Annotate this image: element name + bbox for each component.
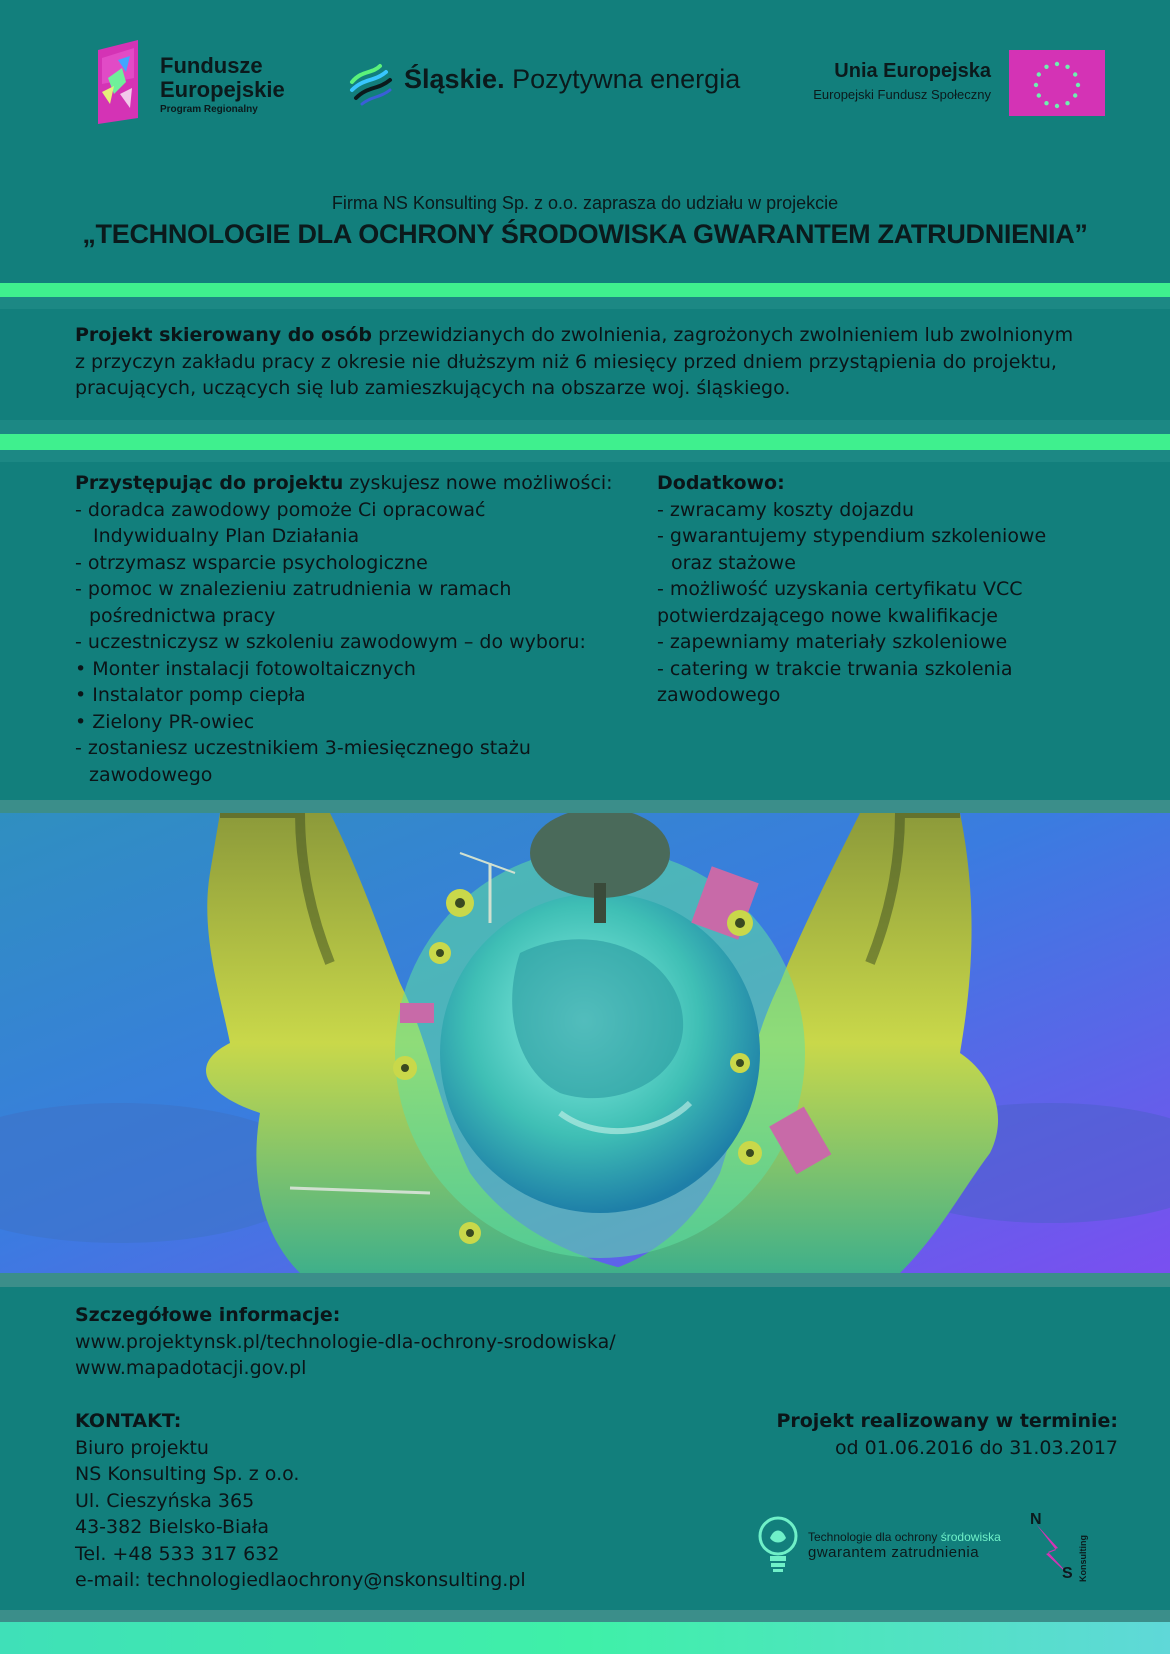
contact-email[interactable]: e-mail: technologiedlaochrony@nskonsulting.pl [75,1569,526,1591]
list-item: oraz stażowe [671,551,796,574]
contact-line: NS Konsulting Sp. z o.o. [75,1463,300,1485]
list-item: - zapewniamy materiały szkoleniowe [657,631,1008,653]
hands-holding-globe-image [0,813,1170,1273]
slaskie-bold: Śląskie. [404,64,505,94]
benefits-lead-rest: zyskujesz nowe możliwości: [343,472,613,494]
list-item: zawodowego [89,763,213,786]
divider-stripe [0,434,1170,450]
list-item: - uczestniczysz w szkoleniu zawodowym – do wyboru: [75,631,586,653]
benefits-lead: Przystępując do projektu [75,472,344,494]
fundusze-europejskie-logo-icon [96,38,140,124]
divider-stripe-shadow [0,420,1170,434]
ns-n-letter: N [1030,1511,1042,1528]
list-item: • Zielony PR-owiec [75,710,255,733]
list-item: - zwracamy koszty dojazdu [657,498,914,521]
slaskie-waves-icon [348,60,394,106]
list-item: • Monter instalacji fotowoltaicznych [75,657,416,680]
eu-flag-icon [1009,50,1105,116]
contact-section [75,1408,675,1594]
divider-stripe [0,283,1170,297]
extras-list [657,470,1097,709]
list-item: pośrednictwa pracy [89,604,276,627]
list-item: - otrzymasz wsparcie psychologiczne [75,551,428,574]
divider-stripe-shadow [0,297,1170,309]
list-item: - catering w trakcie trwania szkolenia [657,657,1013,680]
divider-stripe-shadow [0,1273,1170,1287]
slaskie-logo [348,58,741,108]
tech-logo-line1a: Technologie dla ochrony [808,1530,941,1544]
list-item: - gwarantujemy stypendium szkoleniowe [657,525,1047,547]
divider-stripe-shadow [0,800,1170,813]
fundusze-europejskie-logo [96,38,296,124]
contact-phone[interactable]: Tel. +48 533 317 632 [75,1542,280,1565]
intro-text1: przewidzianych do zwolnienia, zagrożonych zwolnieniem lub zwolnionym [372,324,1074,346]
hands-globe-illustration [0,813,1170,1273]
details-section [75,1302,775,1382]
list-item: potwierdzającego nowe kwalifikacje [657,604,998,627]
project-term [776,1408,1118,1461]
list-item: - pomoc w znalezieniu zatrudnienia w ramach [75,578,512,600]
list-item: Indywidualny Plan Działania [93,525,360,547]
invitation-line: Firma NS Konsulting Sp. z o.o. zaprasza do udziału w projekcie [331,193,839,213]
details-title: Szczegółowe informacje: [75,1304,341,1326]
benefits-list [75,470,635,788]
list-item: • Instalator pomp ciepła [75,684,306,706]
contact-line: 43-382 Bielsko-Biała [75,1516,269,1538]
ns-s-letter: S [1062,1565,1073,1582]
fe-line1: Fundusze [160,53,263,78]
ns-konsulting-logo-icon [1028,1508,1092,1584]
tech-logo-line1b: środowiska [940,1530,1001,1544]
fe-line3: Program Regionalny [160,104,258,115]
project-title: „TECHNOLOGIE DLA OCHRONY ŚRODOWISKA GWARANTEM ZATRUDNIENIA” [82,219,1088,249]
list-item: - możliwość uzyskania certyfikatu VCC [657,578,1023,600]
slaskie-rest: Pozytywna energia [504,64,741,94]
target-group-paragraph [75,322,1105,402]
list-item: zawodowego [657,684,781,706]
project-logo [756,1512,1001,1576]
list-item: - zostaniesz uczestnikiem 3-miesięcznego stażu [75,737,531,759]
bottom-stripe [0,1622,1170,1654]
ue-subtitle: Europejski Fundusz Społeczny [813,87,991,102]
term-dates: od 01.06.2016 do 31.03.2017 [834,1436,1118,1459]
unia-europejska-logo [770,50,1105,118]
intro-line3: pracujących, uczących się lub zamieszkujących na obszarze woj. śląskiego. [75,377,791,399]
contact-line: Biuro projektu [75,1436,209,1459]
fe-line2: Europejskie [160,77,285,102]
project-website-link[interactable]: www.projektynsk.pl/technologie-dla-ochrony-srodowiska/ [75,1330,616,1353]
extras-title: Dodatkowo: [657,472,785,494]
term-title: Projekt realizowany w terminie: [776,1410,1118,1432]
divider-stripe-shadow [0,450,1170,462]
tech-logo-line2: gwarantem zatrudnienia [808,1544,980,1561]
ue-title: Unia Europejska [834,60,991,82]
ns-konsulting-word: Konsulting [1078,1535,1088,1582]
contact-title: KONTAKT: [75,1410,182,1432]
lightbulb-icon [756,1514,800,1574]
list-item: - doradca zawodowy pomoże Ci opracować [75,498,486,521]
ns-konsulting-logo [1028,1508,1092,1584]
divider-stripe-shadow [0,1610,1170,1622]
intro-line2: z przyczyn zakładu pracy z okresie nie dłuższym niż 6 miesięcy przed dniem przystąpienia do projektu, [75,350,1057,373]
intro-lead: Projekt skierowany do osób [75,324,373,346]
contact-line: Ul. Cieszyńska 365 [75,1489,255,1512]
mapadotacji-link[interactable]: www.mapadotacji.gov.pl [75,1357,307,1379]
